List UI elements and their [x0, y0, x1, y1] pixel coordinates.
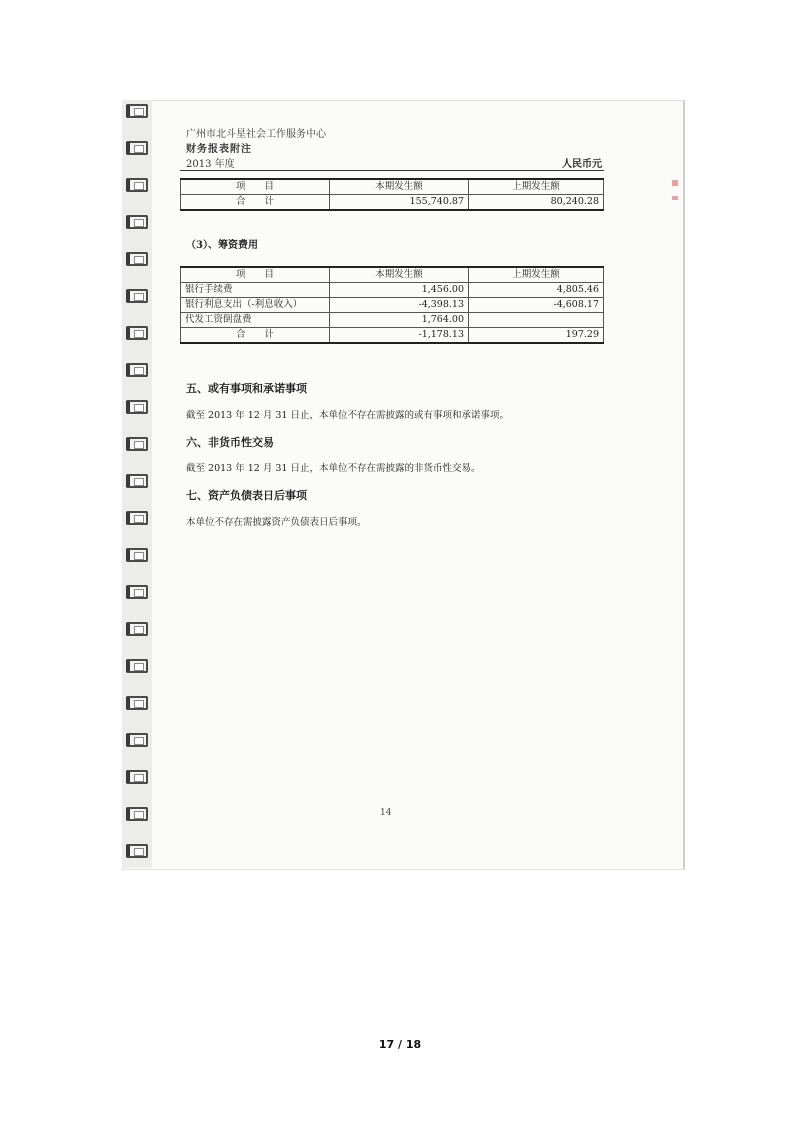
row-current: -4,398.13 [330, 298, 469, 313]
total-current: -1,178.13 [330, 328, 469, 344]
section-heading-contingencies: 五、或有事项和承诺事项 [186, 382, 307, 395]
binding-ring [126, 141, 148, 155]
total-label: 合 计 [181, 328, 330, 344]
binding-ring [126, 807, 148, 821]
row-label: 银行手续费 [181, 283, 330, 298]
binding-ring [126, 252, 148, 266]
report-year: 2013 年度 [186, 159, 235, 170]
binding-ring [126, 770, 148, 784]
row-label: 银行利息支出（-利息收入） [181, 298, 330, 313]
binding-ring [126, 104, 148, 118]
total-label: 合 计 [181, 195, 330, 211]
binding-ring [126, 511, 148, 525]
total-current: 155,740.87 [330, 195, 469, 211]
binding-ring [126, 733, 148, 747]
page-edge-mark [672, 196, 678, 200]
table-income-summary [180, 178, 604, 211]
page-indicator: 17 / 18 [378, 1038, 422, 1051]
column-header-item: 项 目 [181, 267, 330, 283]
binding-ring [126, 585, 148, 599]
binding-ring [126, 696, 148, 710]
section-heading-subsequent-events: 七、资产负债表日后事项 [186, 489, 307, 502]
header-rule [180, 170, 604, 171]
binding-ring [126, 474, 148, 488]
row-previous: 4,805.46 [469, 283, 604, 298]
organization-name: 广州市北斗星社会工作服务中心 [186, 129, 326, 140]
page-edge-mark [672, 180, 678, 186]
binding-ring [126, 437, 148, 451]
section-text-subsequent-events: 本单位不存在需披露资产负债表日后事项。 [186, 517, 367, 528]
column-header-current: 本期发生额 [330, 267, 469, 283]
row-label: 代发工资倒盘费 [181, 313, 330, 328]
binding-ring [126, 178, 148, 192]
total-previous: 197.29 [469, 328, 604, 344]
total-previous: 80,240.28 [469, 195, 604, 211]
binding-ring [126, 400, 148, 414]
table-row [181, 283, 604, 298]
row-previous: -4,608.17 [469, 298, 604, 313]
binding-ring [126, 622, 148, 636]
section-heading-nonmonetary: 六、非货币性交易 [186, 436, 274, 449]
binding-ring [126, 548, 148, 562]
table-financing-costs [180, 266, 604, 344]
scanned-page [122, 100, 685, 870]
column-header-previous: 上期发生额 [469, 179, 604, 195]
binding-ring [126, 326, 148, 340]
row-previous [469, 313, 604, 328]
binding-ring [126, 215, 148, 229]
column-header-item: 项 目 [181, 179, 330, 195]
row-current: 1,456.00 [330, 283, 469, 298]
binding-ring [126, 659, 148, 673]
binding-ring [126, 363, 148, 377]
subsection-title: （3）、筹资费用 [186, 240, 258, 251]
table-row [181, 298, 604, 313]
table-row [181, 313, 604, 328]
inner-page-number: 14 [380, 808, 392, 818]
binding-ring [126, 844, 148, 858]
column-header-previous: 上期发生额 [469, 267, 604, 283]
row-current: 1,764.00 [330, 313, 469, 328]
report-title: 财务报表附注 [186, 144, 252, 155]
section-text-nonmonetary: 截至 2013 年 12 月 31 日止，本单位不存在需披露的非货币性交易。 [186, 463, 481, 474]
binding-ring [126, 289, 148, 303]
section-text-contingencies: 截至 2013 年 12 月 31 日止，本单位不存在需披露的或有事项和承诺事项。 [186, 410, 509, 421]
column-header-current: 本期发生额 [330, 179, 469, 195]
currency-unit: 人民币元 [562, 159, 602, 170]
